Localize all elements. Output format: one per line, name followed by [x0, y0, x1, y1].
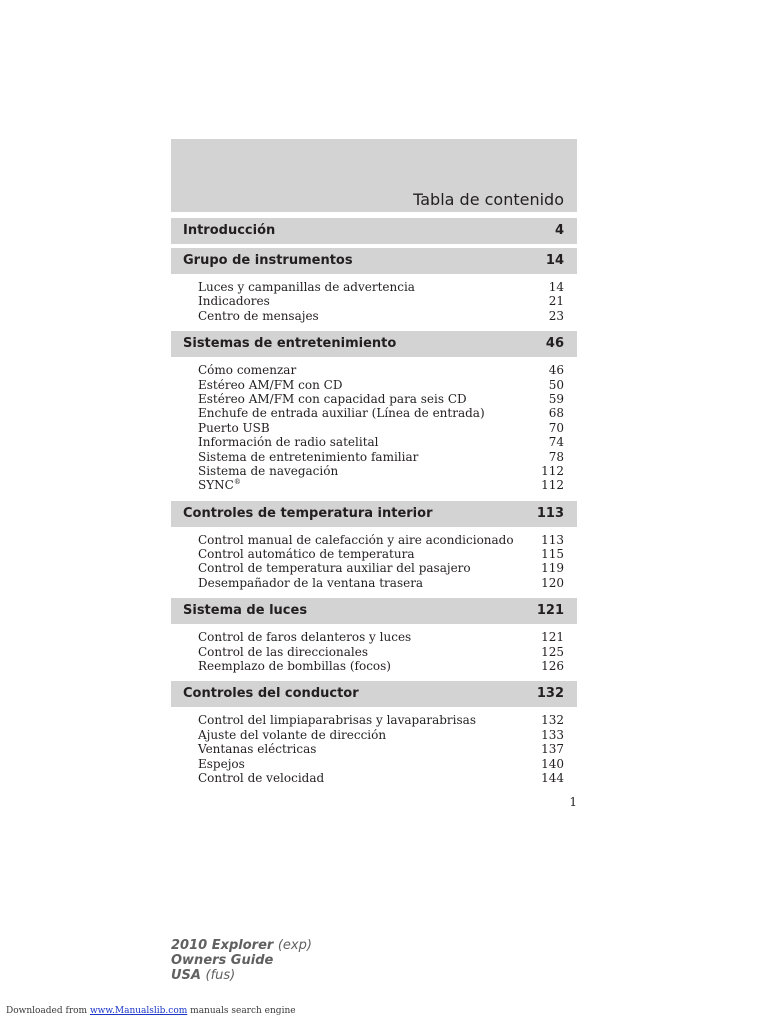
table-of-contents	[171, 218, 577, 793]
section-header[interactable]	[171, 218, 577, 244]
entry-title	[198, 280, 415, 294]
entry-title-text: Indicadores	[198, 294, 270, 309]
entry-title-text: Control de faros delanteros y luces	[198, 630, 412, 645]
entry-page: 50	[548, 377, 564, 392]
toc-entry[interactable]	[171, 742, 577, 756]
toc-entry[interactable]	[171, 378, 577, 392]
toc-entry[interactable]	[171, 392, 577, 406]
section-entries	[171, 707, 577, 787]
entry-title-text: Cómo comenzar	[198, 363, 297, 378]
section-title: Controles de temperatura interior	[183, 505, 433, 521]
section-header[interactable]	[171, 248, 577, 274]
entry-title	[198, 630, 411, 644]
toc-entry[interactable]	[171, 630, 577, 644]
toc-section	[171, 218, 577, 244]
entry-title-text: Sistema de navegación	[198, 463, 339, 478]
toc-entry[interactable]	[171, 757, 577, 771]
toc-entry[interactable]	[171, 547, 577, 561]
entry-page: 21	[548, 294, 564, 309]
section-title: Controles del conductor	[183, 686, 359, 702]
footer-line-3	[171, 968, 312, 983]
entry-page: 119	[541, 561, 564, 576]
entry-title-text: Desempañador de la ventana trasera	[198, 575, 424, 590]
entry-title-text: Control de las direccionales	[198, 644, 368, 659]
entry-page: 14	[548, 280, 564, 294]
toc-section	[171, 598, 577, 675]
section-entries	[171, 357, 577, 495]
entry-title-text: Reemplazo de bombillas (focos)	[198, 659, 391, 674]
entry-title	[198, 561, 471, 575]
entry-page: 144	[541, 770, 564, 785]
entry-page: 137	[541, 742, 564, 757]
entry-title	[198, 576, 423, 590]
section-page: 113	[536, 505, 564, 521]
entry-title	[198, 294, 270, 308]
entry-page: 74	[548, 435, 564, 450]
entry-title	[198, 533, 514, 547]
entry-title	[198, 659, 391, 673]
section-title: Sistema de luces	[183, 603, 308, 619]
entry-page: 59	[548, 391, 564, 406]
section-title: Introducción	[183, 223, 276, 238]
entry-title-text: Control del limpiaparabrisas y lavaparabrisas	[198, 713, 476, 728]
download-prefix: Downloaded from	[6, 1006, 88, 1016]
entry-page: 115	[541, 547, 564, 562]
toc-section	[171, 681, 577, 787]
toc-entry[interactable]	[171, 533, 577, 547]
entry-title-text: Puerto USB	[198, 420, 270, 435]
toc-entry[interactable]	[171, 435, 577, 449]
entry-page: 140	[541, 756, 564, 771]
toc-entry[interactable]	[171, 464, 577, 478]
download-suffix: manuals search engine	[190, 1006, 296, 1016]
toc-entry[interactable]	[171, 309, 577, 323]
toc-entry[interactable]	[171, 645, 577, 659]
footer-line-2: Owners Guide	[171, 953, 274, 968]
entry-title-text: Luces y campanillas de advertencia	[198, 280, 415, 294]
toc-section	[171, 331, 577, 495]
entry-page: 46	[548, 363, 564, 378]
entry-title	[198, 742, 316, 756]
toc-entry[interactable]	[171, 576, 577, 590]
toc-entry[interactable]	[171, 659, 577, 673]
entry-title	[198, 547, 414, 561]
section-page: 14	[545, 253, 564, 268]
footer-market: USA	[171, 968, 201, 983]
entry-title	[198, 771, 324, 785]
toc-section	[171, 248, 577, 325]
toc-entry[interactable]	[171, 713, 577, 727]
section-header[interactable]	[171, 331, 577, 357]
entry-page: 70	[548, 420, 564, 435]
section-header[interactable]	[171, 681, 577, 707]
entry-page: 120	[541, 575, 564, 590]
entry-title	[198, 645, 368, 659]
section-page: 4	[554, 223, 564, 238]
entry-title-text: Control de velocidad	[198, 770, 325, 785]
entry-title	[198, 713, 476, 727]
entry-title	[198, 421, 270, 435]
footer	[171, 938, 312, 983]
entry-page: 112	[541, 463, 564, 478]
footer-market-code: (fus)	[205, 968, 236, 983]
entry-title-text: Control de temperatura auxiliar del pasajero	[198, 561, 471, 576]
entry-title	[198, 309, 319, 323]
toc-entry[interactable]	[171, 280, 577, 294]
entry-title	[198, 378, 342, 392]
toc-section	[171, 501, 577, 593]
entry-title-text: SYNC	[198, 478, 234, 493]
entry-title	[198, 757, 245, 771]
entry-page: 113	[541, 532, 564, 547]
section-entries	[171, 624, 577, 675]
manualslib-link[interactable]: www.Manualslib.com	[89, 1006, 188, 1016]
entry-page: 112	[541, 478, 564, 493]
entry-title-text: Sistema de entretenimiento familiar	[198, 449, 419, 464]
entry-title-text: Control automático de temperatura	[198, 547, 415, 562]
entry-title-text: Estéreo AM/FM con capacidad para seis CD	[198, 391, 467, 406]
entry-page: 78	[548, 449, 564, 464]
section-page: 46	[545, 336, 564, 352]
entry-page: 68	[548, 406, 564, 421]
entry-title	[198, 450, 418, 464]
entry-title-text: Control manual de calefacción y aire acondicionado	[198, 532, 514, 547]
section-title: Grupo de instrumentos	[183, 253, 353, 268]
entry-page: 126	[541, 659, 564, 674]
download-note	[6, 1006, 296, 1016]
section-entries	[171, 274, 577, 325]
entry-page: 132	[541, 713, 564, 728]
entry-title	[198, 406, 485, 420]
section-page: 121	[536, 603, 564, 619]
footer-model: 2010 Explorer	[171, 938, 274, 953]
section-page: 132	[536, 686, 564, 702]
toc-entry[interactable]	[171, 450, 577, 464]
toc-entry[interactable]	[171, 728, 577, 742]
entry-title-text: Centro de mensajes	[198, 308, 319, 323]
entry-title-text: Ajuste del volante de dirección	[198, 727, 387, 742]
section-entries	[171, 527, 577, 593]
footer-model-code: (exp)	[277, 938, 312, 953]
section-header[interactable]	[171, 598, 577, 624]
page-number: 1	[569, 795, 577, 809]
toc-entry[interactable]	[171, 478, 577, 492]
entry-title	[198, 464, 338, 478]
toc-entry[interactable]	[171, 294, 577, 308]
entry-title	[198, 478, 241, 492]
entry-title-text: Estéreo AM/FM con CD	[198, 377, 343, 392]
registered-mark: ®	[233, 478, 241, 487]
entry-title	[198, 728, 386, 742]
header-block	[171, 139, 577, 212]
toc-entry[interactable]	[171, 421, 577, 435]
entry-title	[198, 435, 379, 449]
entry-title-text: Ventanas eléctricas	[198, 742, 317, 757]
entry-title-text: Información de radio satelital	[198, 435, 379, 450]
toc-entry[interactable]	[171, 771, 577, 785]
footer-line-1	[171, 938, 312, 953]
entry-page: 23	[548, 308, 564, 323]
entry-title-text: Enchufe de entrada auxiliar (Línea de entrada)	[198, 406, 485, 421]
toc-entry[interactable]	[171, 406, 577, 420]
toc-entry[interactable]	[171, 363, 577, 377]
toc-entry[interactable]	[171, 561, 577, 575]
entry-page: 133	[541, 727, 564, 742]
entry-title	[198, 363, 296, 377]
page-title: Tabla de contenido	[413, 190, 564, 209]
entry-title-text: Espejos	[198, 756, 245, 771]
entry-page: 125	[541, 644, 564, 659]
section-header[interactable]	[171, 501, 577, 527]
entry-title	[198, 392, 467, 406]
entry-page: 121	[541, 630, 564, 645]
section-title: Sistemas de entretenimiento	[183, 336, 397, 352]
